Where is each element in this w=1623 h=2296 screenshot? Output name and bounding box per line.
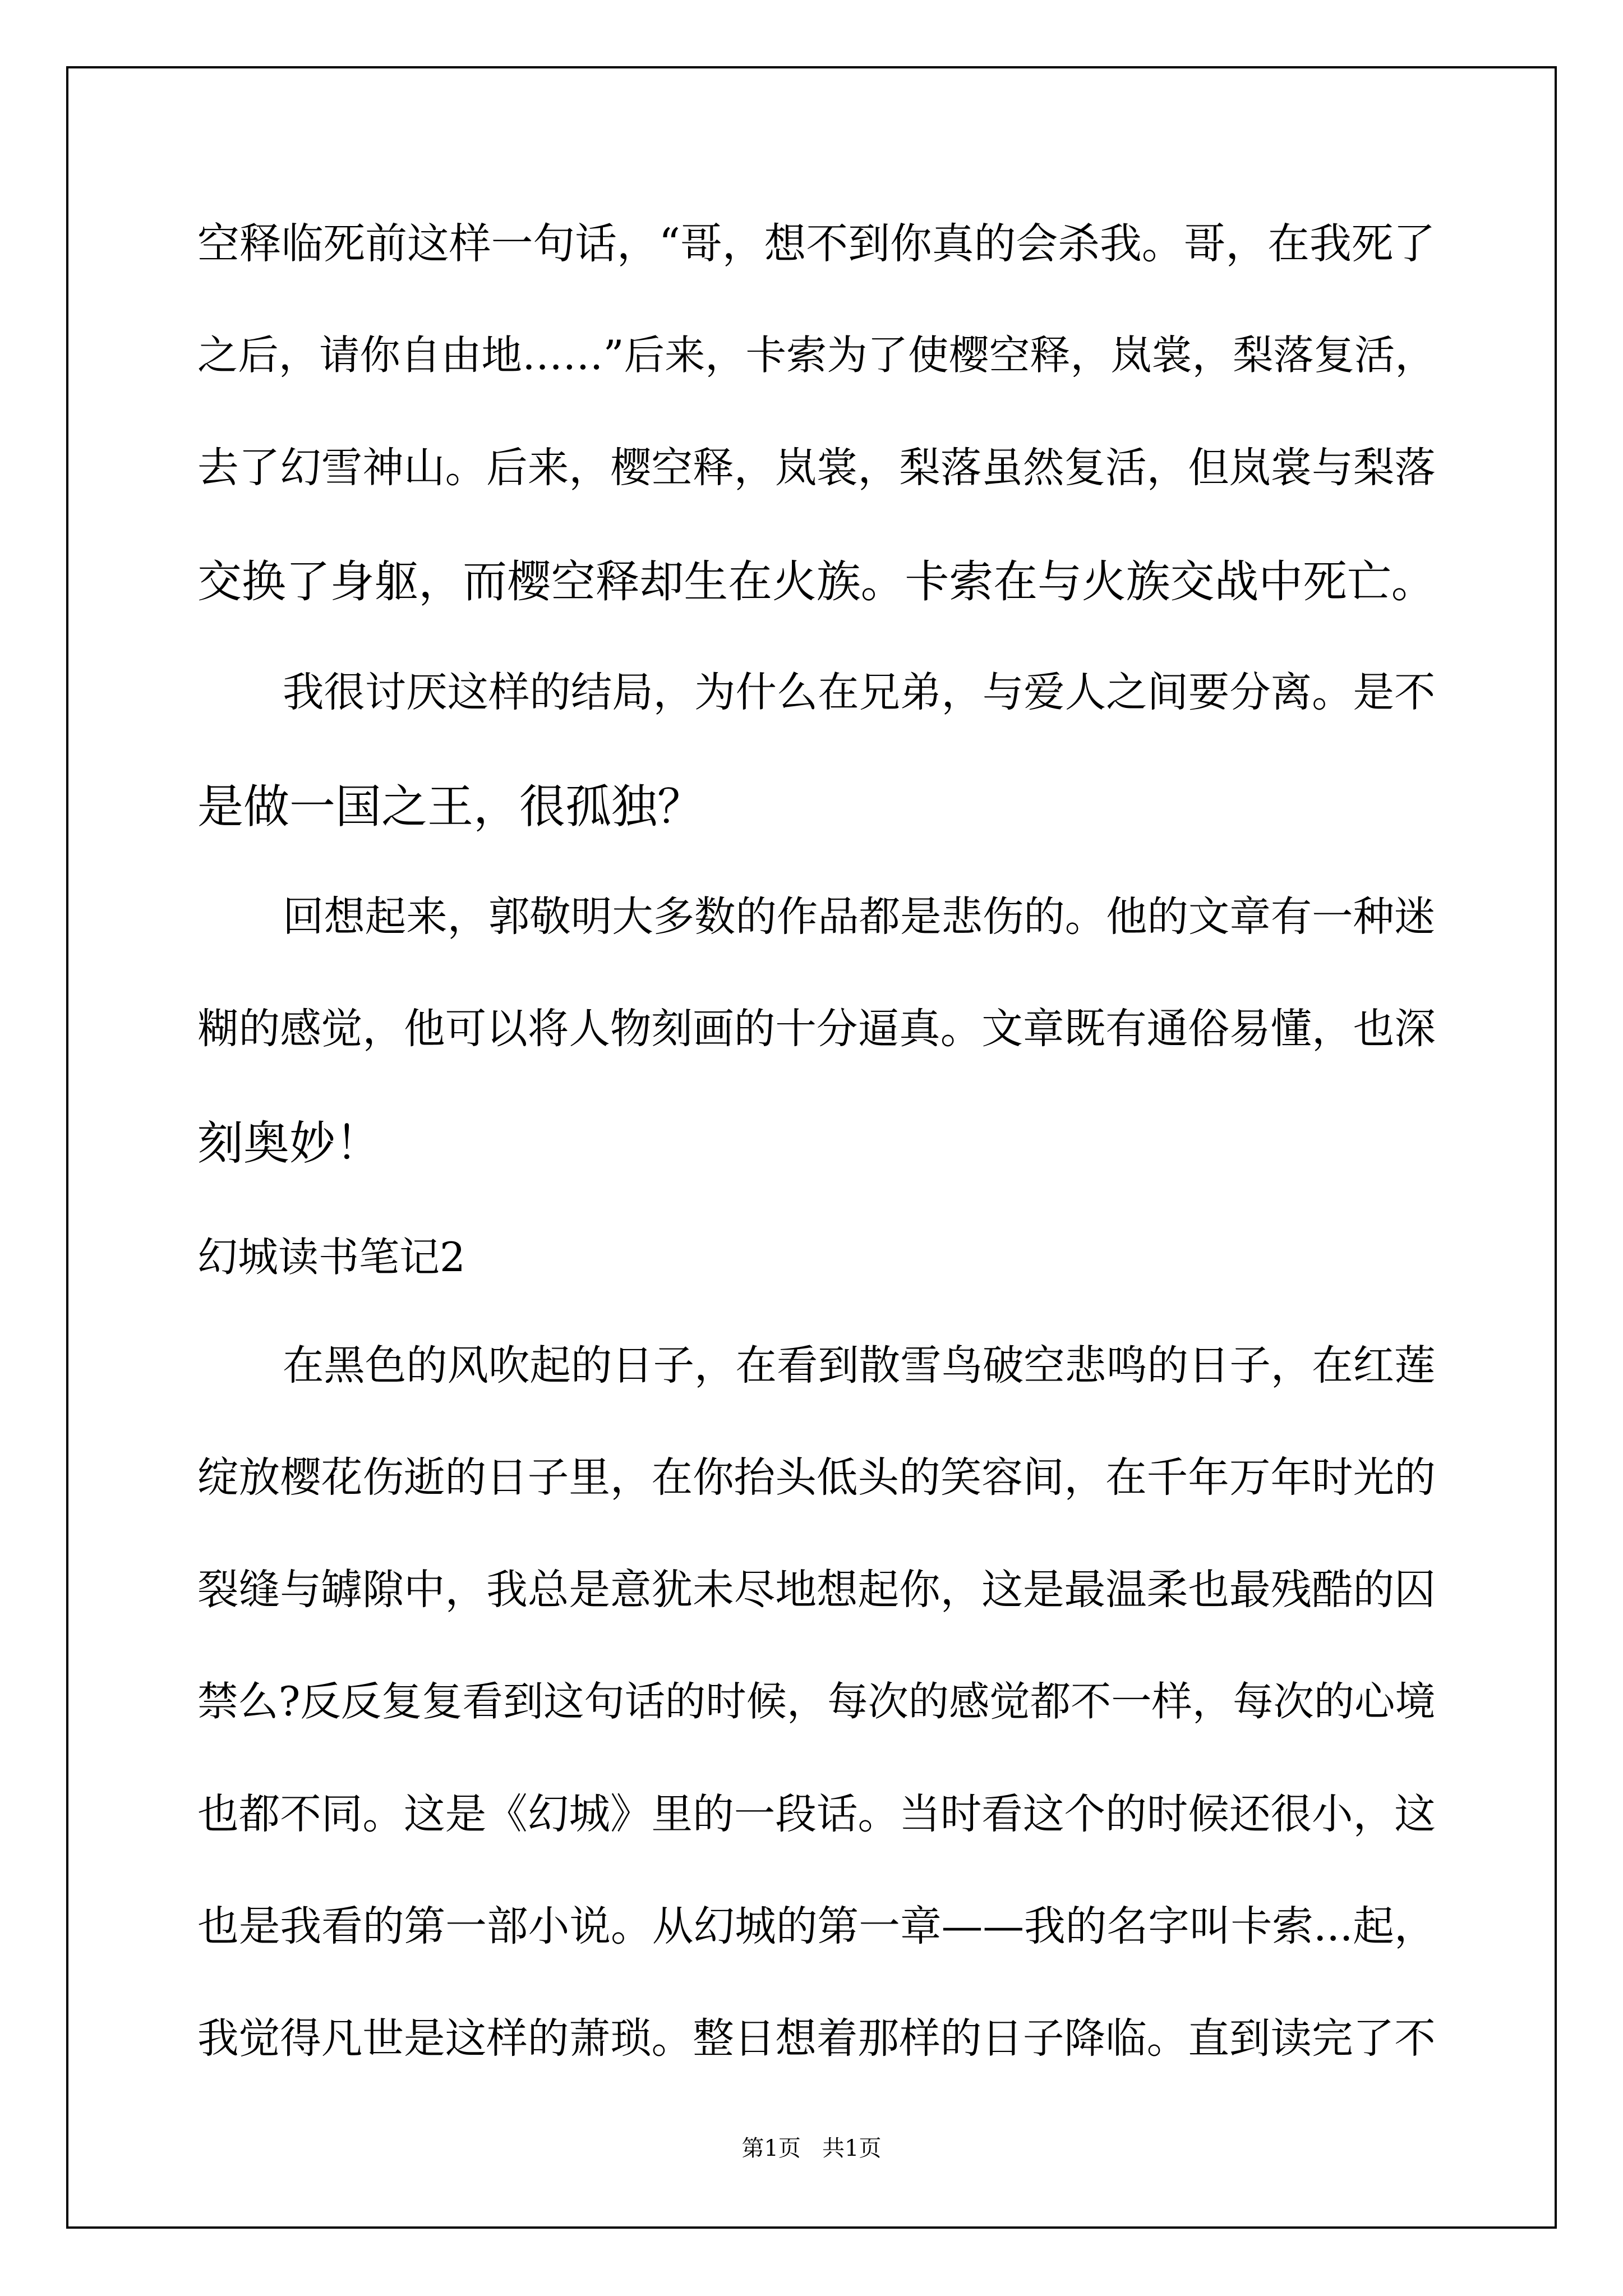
body-line: 我觉得凡世是这样的萧琐。整日想着那样的日子降临。直到读完了不: [197, 2015, 1436, 2063]
body-line: 在黑色的风吹起的日子，在看到散雪鸟破空悲鸣的日子，在红莲: [283, 1342, 1436, 1389]
section-heading: 幻城读书笔记2: [197, 1234, 465, 1281]
body-line: 也是我看的第一部小说。从幻城的第一章——我的名字叫卡索...起，: [197, 1903, 1436, 1950]
body-line: 禁么?反反复复看到这句话的时候，每次的感觉都不一样，每次的心境: [197, 1678, 1436, 1726]
page-footer: 第1页 共1页: [741, 2136, 882, 2161]
body-line: 绽放樱花伤逝的日子里，在你抬头低头的笑容间，在千年万年时光的: [197, 1454, 1436, 1502]
body-line: 也都不同。这是《幻城》里的一段话。当时看这个的时候还很小，这: [197, 1791, 1436, 1838]
body-line: 刻奥妙！: [197, 1117, 382, 1170]
body-line: 是做一国之王，很孤独？: [197, 780, 704, 834]
body-line: 糊的感觉，他可以将人物刻画的十分逼真。文章既有通俗易懂，也深: [197, 1005, 1436, 1053]
body-line: 我很讨厌这样的结局，为什么在兄弟，与爱人之间要分离。是不: [283, 669, 1436, 716]
body-line: 回想起来，郭敬明大多数的作品都是悲伤的。他的文章有一种迷: [283, 893, 1436, 941]
body-line: 去了幻雪神山。后来，樱空释，岚裳，梨落虽然复活，但岚裳与梨落: [197, 444, 1436, 492]
body-line: 之后，请你自由地……”后来，卡索为了使樱空释，岚裳，梨落复活，: [197, 332, 1436, 379]
body-line: 空释临死前这样一句话，“哥，想不到你真的会杀我。哥，在我死了: [197, 219, 1436, 268]
body-line: 裂缝与罅隙中，我总是意犹未尽地想起你，这是最温柔也最残酷的囚: [197, 1566, 1436, 1614]
body-line: 交换了身躯，而樱空释却生在火族。卡索在与火族交战中死亡。: [197, 556, 1436, 608]
